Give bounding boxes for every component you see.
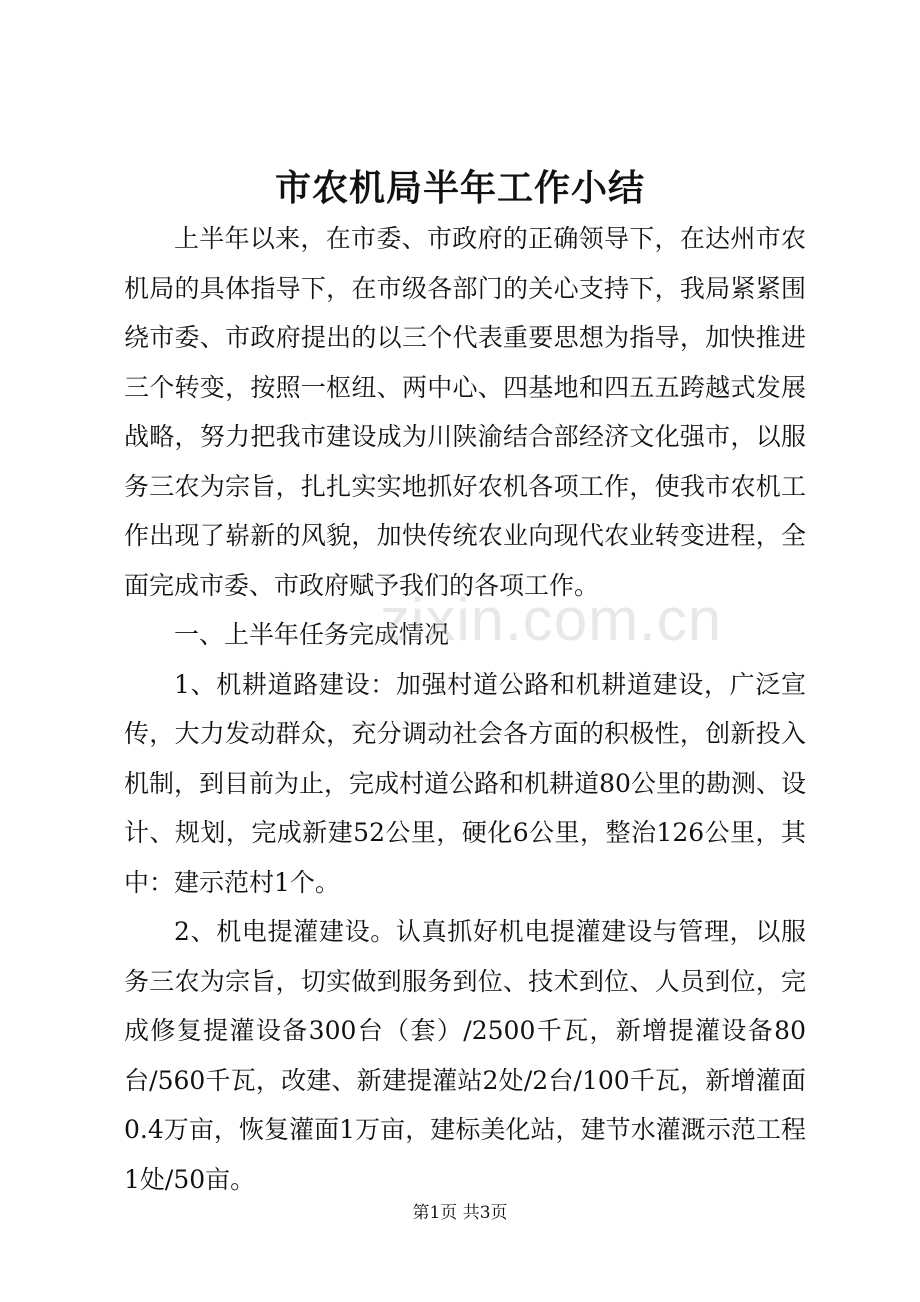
watermark: zixin.com.cn [380,586,723,653]
document-body [124,214,806,1204]
paragraph-irrigation: 2、机电提灌建设。认真抓好机电提灌建设与管理，以服务三农为宗旨，切实做到服务到位、技术到位、人员到位，完成修复提灌设备300台（套）/2500千瓦，新增提灌设备80台/560千瓦，改建、新建提灌站2处/2台/100千瓦，新增灌面0.4万亩，恢复灌面1万亩，建标美化站，建节水灌溉示范工程1处/50亩。 [124,917,806,1194]
paragraph-roads: 1、机耕道路建设：加强村道公路和机耕道建设，广泛宣传，大力发动群众，充分调动社会各方面的积极性，创新投入机制，到目前为止，完成村道公路和机耕道80公里的勘测、设计、规划，完成新建52公里，硬化6公里，整治126公里，其中：建示范村1个。 [124,669,806,897]
section-heading: 一、上半年任务完成情况 [174,620,450,649]
page-title: 市农机局半年工作小结 [274,167,645,209]
page-footer: 第1页 共3页 [412,1203,508,1223]
paragraph-intro: 上半年以来，在市委、市政府的正确领导下，在达州市农机局的具体指导下，在市级各部门的关心支持下，我局紧紧围绕市委、市政府提出的以三个代表重要思想为指导，加快推进三个转变，按照一枢纽、两中心、四基地和四五五跨越式发展战略，努力把我市建设成为川陕渝结合部经济文化强市，以服务三农为宗旨，扎扎实实地抓好农机各项工作，使我市农机工作出现了崭新的风貌，加快传统农业向现代农业转变进程，全面完成市委、市政府赋予我们的各项工作。 [124,224,806,600]
